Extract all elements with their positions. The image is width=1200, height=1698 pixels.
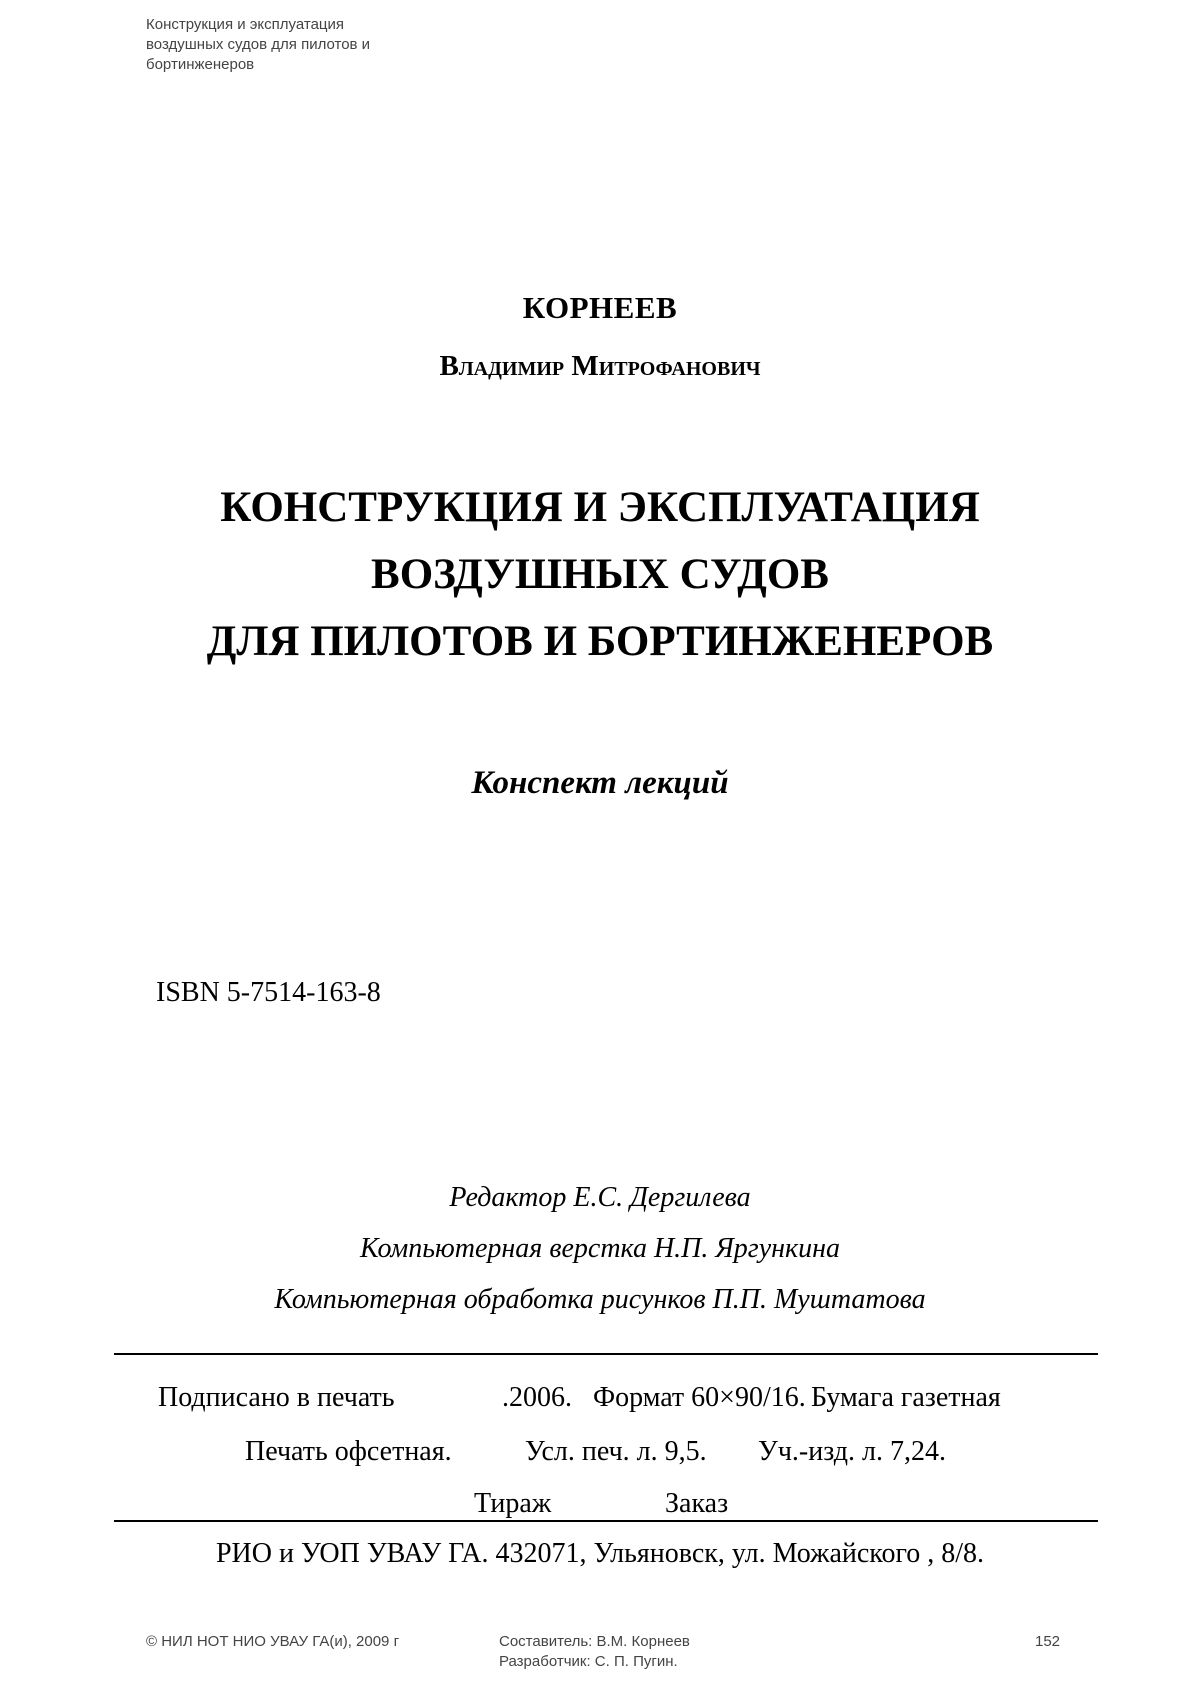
author-surname: КОРНЕЕВ [522,290,678,325]
running-header-line: Конструкция и эксплуатация [146,16,345,33]
divider-top [114,1353,1098,1355]
author-name: Владимир Митрофанович [439,350,761,382]
page-number: 152 [1035,1633,1061,1650]
credits [0,1172,1200,1325]
title-line: ВОЗДУШНЫХ СУДОВ [371,551,829,598]
imprint-paper: Бумага газетная [811,1382,1001,1413]
document-title [0,474,1200,675]
running-header-line: бортинженеров [146,56,255,73]
footer-developer: Разработчик: С. П. Пугин. [499,1653,678,1670]
imprint-format: Формат 60×90/16. [593,1382,806,1413]
imprint-print: Печать офсетная. [245,1436,452,1467]
publisher-address: РИО и УОП УВАУ ГА. 432071, Ульяновск, ул. Можайского , 8/8. [215,1538,985,1569]
imprint-print-sheets: Усл. печ. л. 9,5. [525,1436,707,1467]
footer-compiler: Составитель: В.М. Корнеев [499,1633,690,1650]
credit-illustrations: Компьютерная обработка рисунков П.П. Муштатова [274,1284,926,1315]
divider-bottom [114,1520,1098,1522]
imprint-pub-sheets: Уч.-изд. л. 7,24. [758,1436,946,1467]
imprint-signed: Подписано в печать [158,1382,395,1413]
imprint-order: Заказ [665,1488,729,1519]
footer-credits [499,1632,690,1672]
running-header [146,15,370,75]
running-header-line: воздушных судов для пилотов и [146,36,371,53]
imprint-circulation: Тираж [474,1488,552,1519]
credit-layout: Компьютерная верстка Н.П. Яргункина [359,1233,841,1264]
isbn: ISBN 5-7514-163-8 [156,977,381,1008]
title-line: ДЛЯ ПИЛОТОВ И БОРТИНЖЕНЕРОВ [206,618,994,665]
footer-copyright: © НИЛ НОТ НИО УВАУ ГА(и), 2009 г [146,1633,400,1650]
title-line: КОНСТРУКЦИЯ И ЭКСПЛУАТАЦИЯ [220,484,980,531]
imprint-year: .2006. [502,1382,572,1413]
credit-editor: Редактор Е.С. Дергилева [449,1182,751,1213]
document-subtitle: Конспект лекций [471,765,729,801]
